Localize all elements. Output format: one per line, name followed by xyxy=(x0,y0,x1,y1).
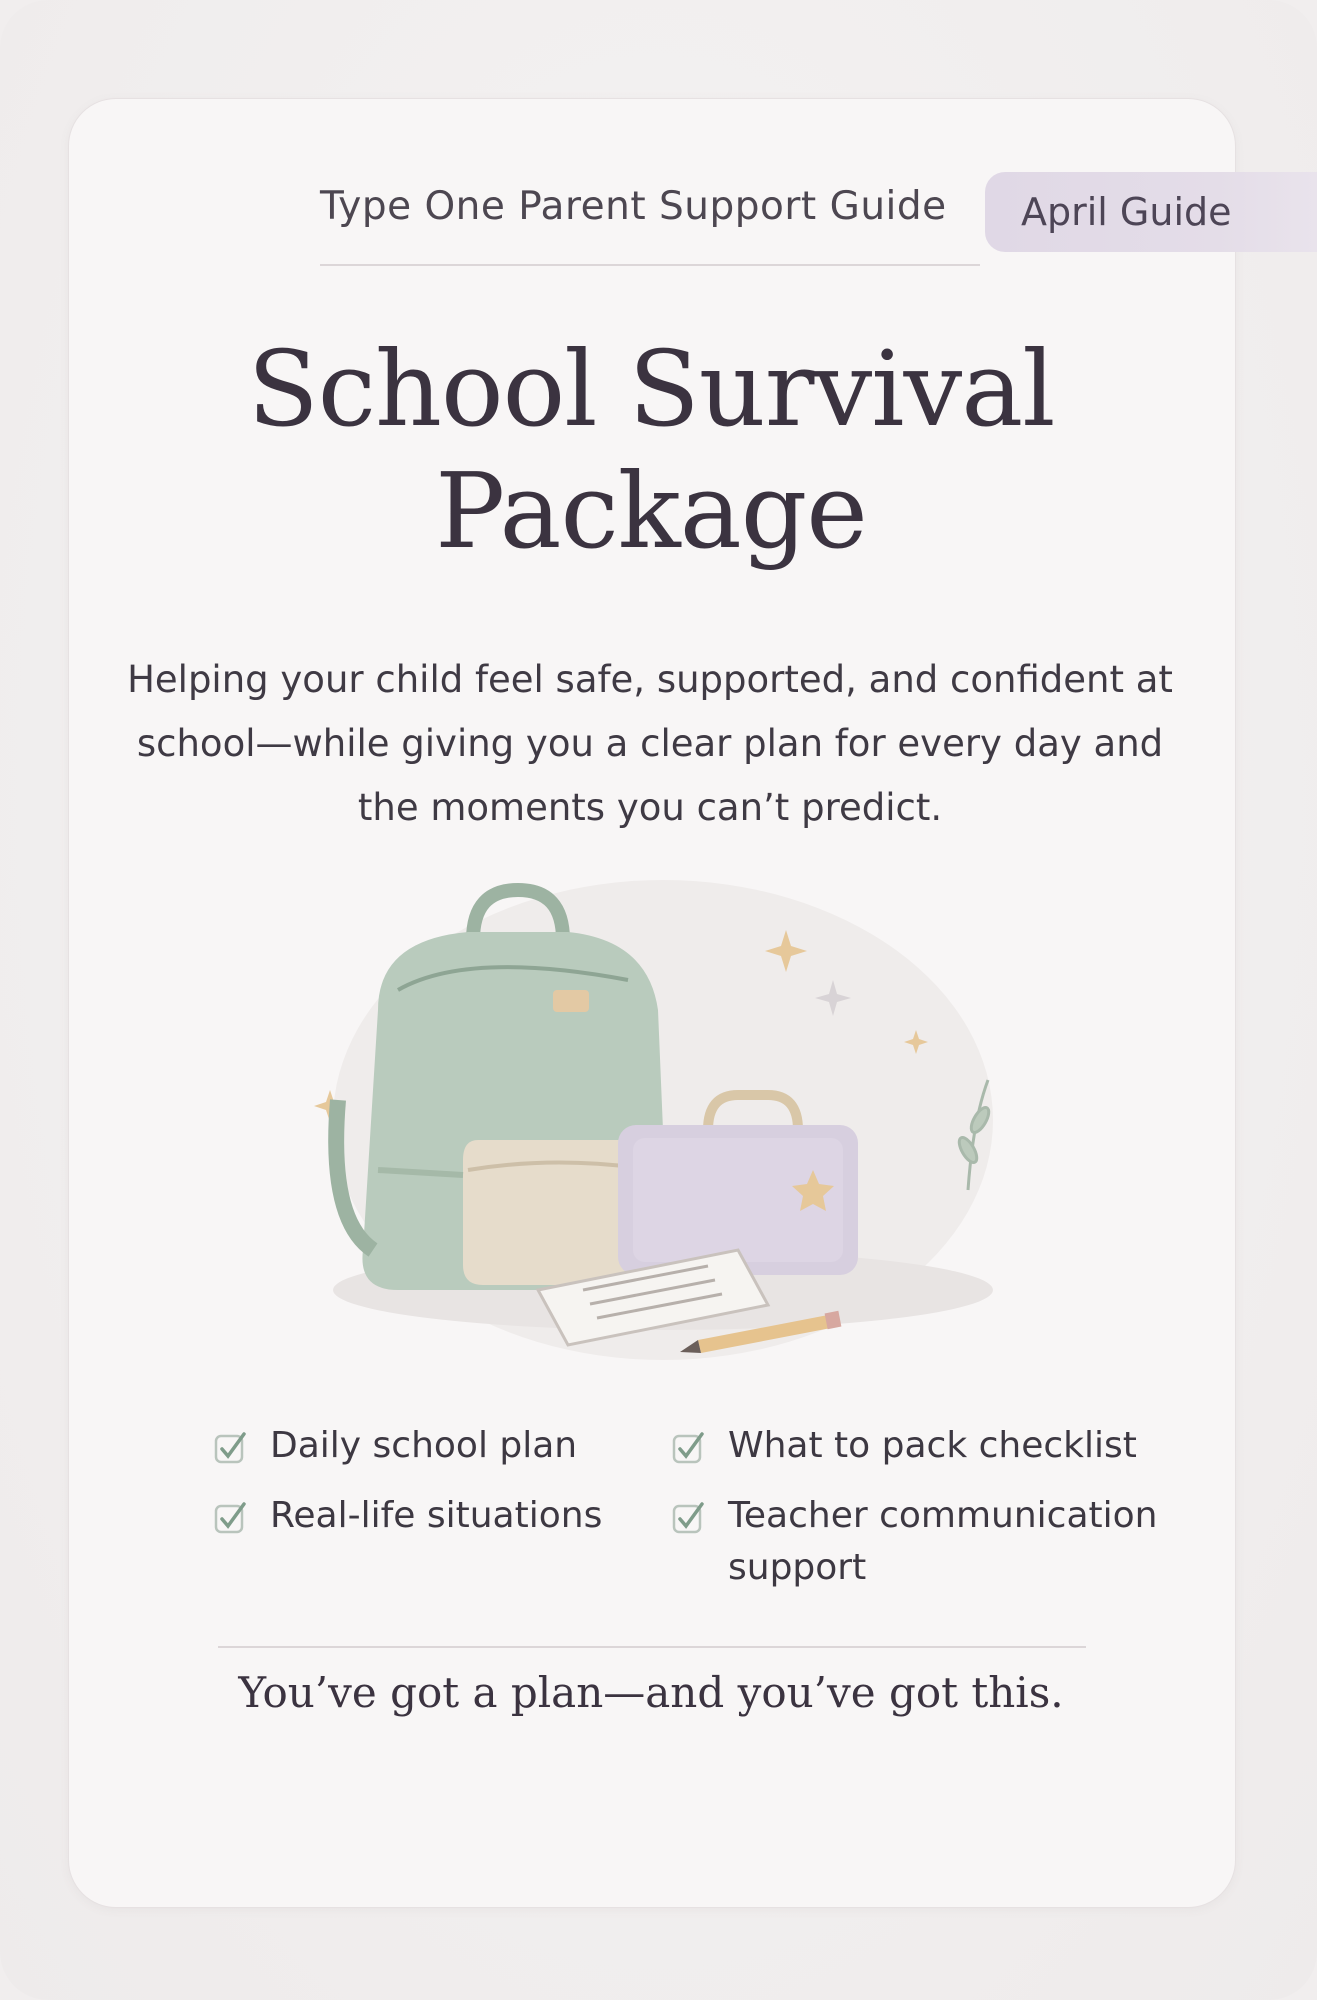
school-supplies-illustration xyxy=(268,870,1058,1360)
feature-label: Teacher communication support xyxy=(728,1495,1158,1588)
footer-divider xyxy=(218,1646,1086,1648)
title-line-1: School Survival xyxy=(247,328,1055,450)
month-badge: April Guide xyxy=(985,172,1317,252)
eyebrow-divider xyxy=(320,264,980,266)
feature-list xyxy=(214,1420,1194,1620)
checkbox-check-icon xyxy=(672,1430,706,1464)
page-title xyxy=(68,328,1234,572)
feature-item xyxy=(672,1420,1137,1472)
guide-eyebrow: Type One Parent Support Guide xyxy=(320,184,947,229)
checkbox-check-icon xyxy=(672,1500,706,1534)
feature-item xyxy=(672,1490,1192,1594)
feature-label: What to pack checklist xyxy=(728,1425,1137,1466)
tagline: You’ve got a plan—and you’ve got this. xyxy=(238,1668,1064,1717)
title-line-2: Package xyxy=(435,450,867,572)
feature-label: Daily school plan xyxy=(270,1425,578,1466)
feature-item xyxy=(214,1490,602,1542)
page-subtitle: Helping your child feel safe, supported, and confident at school—while giving you a clear plan for every day and the moments you can’t predict. xyxy=(127,658,1173,829)
feature-item xyxy=(214,1420,577,1472)
checkbox-check-icon xyxy=(214,1430,248,1464)
checkbox-check-icon xyxy=(214,1500,248,1534)
feature-label: Real-life situations xyxy=(270,1495,603,1536)
